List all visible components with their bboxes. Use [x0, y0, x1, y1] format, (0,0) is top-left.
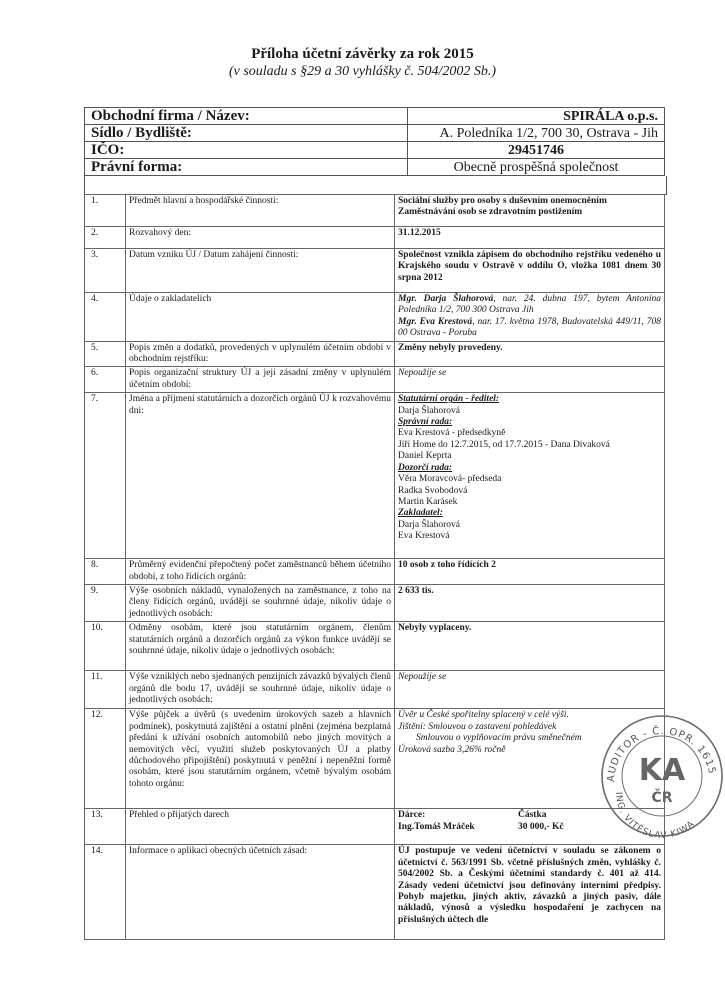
- row-value: Nepoužije se: [395, 367, 665, 393]
- table-row: [85, 585, 665, 622]
- auditor-stamp: [598, 712, 725, 840]
- table-row: [85, 367, 665, 393]
- row-label: Průměrný evidenční přepočtený počet zaměstnanců během účetního období, z toho řídících orgánů:: [126, 559, 395, 585]
- identity-row: [85, 159, 665, 176]
- row-label: Předmět hlavní a hospodářské činnosti:: [126, 195, 395, 227]
- row-label: Výše osobních nákladů, vynaložených na zaměstnance, z toho na členy řídících orgánů, uvádějí se souhrnné údaje, nikoliv údaje o jednotlivých osobách:: [126, 585, 395, 622]
- row-label: Popis změn a dodatků, provedených v uplynulém účetním období v obchodním rejstříku:: [126, 341, 395, 367]
- person-name: Eva Krestová: [398, 531, 450, 542]
- row-value: Nepoužije se: [395, 671, 665, 709]
- person-name: Věra Moravcová- předseda: [398, 474, 502, 485]
- table-row: [85, 671, 665, 709]
- section-heading: Správní rada:: [398, 417, 453, 428]
- row-value: Změny nebyly provedeny.: [395, 341, 665, 367]
- table-row: [85, 709, 665, 809]
- row-number: 1.: [85, 195, 126, 227]
- row-number: 9.: [85, 585, 126, 622]
- loan-line: Jištění: Smlouvou o zastavení pohledávek: [398, 721, 557, 732]
- person-name: Darja Šlahorová: [398, 519, 460, 530]
- row-value: ÚJ postupuje ve vedení účetnictví v souladu se zákonem o účetnictví č. 563/1991 Sb. včetně příslušných změn, vyhlášky č. 504/2002 Sb. a Českými účetními standardy č. 401 až 414. Zásady vedení účetnictví jsou definovány interními předpisy. Pohyb majetku, jiných aktiv, závazků a jiných pasiv, dále nákladů, výnosů a výsledku hospodaření je zachycen na příslušných účtech dle: [395, 845, 665, 940]
- identity-row: [85, 125, 665, 142]
- row-value: Společnost vznikla zápisem do obchodního rejstříku vedeného u Krajského soudu v Ostravě v oddílu O, vložka 1081 dnem 30 srpna 2012: [395, 249, 665, 293]
- row-label: Popis organizační struktury ÚJ a její zásadní změny v uplynulém účetním období:: [126, 367, 395, 393]
- section-heading: Zakladatel:: [398, 508, 443, 519]
- person-name: Martin Karásek: [398, 496, 458, 507]
- identity-value: SPIRÁLA o.p.s.: [408, 108, 665, 125]
- row-number: 2.: [85, 227, 126, 249]
- table-row: [85, 249, 665, 293]
- founder-name: Mgr. Darja Šlahorová: [398, 294, 494, 304]
- row-number: 14.: [85, 845, 126, 940]
- identity-row: [85, 108, 665, 125]
- identity-row: [85, 142, 665, 159]
- row-label: Odměny osobám, které jsou statutárním orgánem, členům statutárních orgánů a dozorčích orgánů za výkon funkce uvádějí se souhrnné údaje, nikoliv údaje o jednotlivých osobách:: [126, 622, 395, 671]
- stamp-country: ČR: [651, 790, 673, 806]
- row-label: Přehled o přijatých darech: [126, 809, 395, 845]
- founder-entry: [398, 317, 661, 340]
- person-name: Eva Krestová - předsedkyně: [398, 428, 506, 439]
- donor-name: Ing.Tomáš Mráček: [398, 821, 475, 832]
- row-label: Výše půjček a úvěrů (s uvedením úrokových sazeb a hlavních podmínek), poskytnutá zajištění a ostatní plnění (zejména bezplatná předání k užívání osobních automobilů nebo jiných movitých a nemovitých věcí, využití služeb poskytovaných ÚJ a platby důchodového připojištění) poskytnutá v peněžní i nepeněžní formě osobám, které jsou statutárním orgánem, včetně bývalým osobám tohoto orgánu:: [126, 709, 395, 809]
- founder-details: , nar. 24. dubna 197, bytem Antonína Poledníka 1/2, 700 300 Ostrava Jih: [398, 294, 661, 316]
- identity-value: 29451746: [408, 142, 665, 159]
- row-value: [395, 195, 665, 227]
- document-title: Příloha účetní závěrky za rok 2015: [251, 46, 474, 62]
- table-row: [85, 559, 665, 585]
- document-subtitle: (v souladu s §29 a 30 vyhlášky č. 504/2002 Sb.): [228, 64, 497, 79]
- identity-label: Právní forma:: [85, 159, 408, 176]
- loan-line: Úvěr u České spořitelny splacený v celé výši.: [398, 710, 569, 721]
- row-number: 4.: [85, 293, 126, 342]
- row-number: 6.: [85, 367, 126, 393]
- value-line: Zaměstnávání osob se zdravotním postižením: [398, 207, 583, 218]
- loan-line: Smlouvou o vyplňovacím právu směnečném: [416, 733, 582, 744]
- section-heading: Dozorčí rada:: [398, 462, 453, 473]
- person-name: Daniel Keprta: [398, 451, 452, 462]
- row-number: 12.: [85, 709, 126, 809]
- row-number: 7.: [85, 393, 126, 559]
- row-value: 10 osob z toho řídících 2: [395, 559, 665, 585]
- row-number: 3.: [85, 249, 126, 293]
- table-row: [85, 293, 665, 342]
- gift-amount: 30 000,- Kč: [518, 821, 564, 832]
- person-name: Darja Šlahorová: [398, 405, 460, 416]
- founder-name: Mgr. Eva Krestová: [398, 316, 473, 327]
- row-value: 2 633 tis.: [395, 585, 665, 622]
- row-value: [395, 293, 665, 342]
- row-label: Výše vzniklých nebo sjednaných penzijních závazků bývalých členů orgánů dle bodu 17, uvádějí se souhrnné údaje, nikoliv údaje o jednotlivých osobách:: [126, 671, 395, 709]
- row-label: Údaje o zakladatelích: [126, 293, 395, 342]
- row-number: 13.: [85, 809, 126, 845]
- row-value: [395, 393, 665, 559]
- identity-label: IČO:: [85, 142, 408, 159]
- row-number: 11.: [85, 671, 126, 709]
- table-row: [85, 341, 665, 367]
- row-label: Rozvahový den:: [126, 227, 395, 249]
- person-name: Jiří Home do 12.7.2015, od 17.7.2015 - Dana Divaková: [398, 439, 610, 450]
- row-number: 5.: [85, 341, 126, 367]
- section-heading: Statutární orgán - ředitel:: [398, 394, 500, 405]
- stamp-bottom-text: ING. VITĚSLAV KIWA: [612, 791, 698, 840]
- row-label: Jména a příjmení statutárních a dozorčích orgánů ÚJ k rozvahovému dni:: [126, 393, 395, 559]
- identity-label: Sídlo / Bydliště:: [85, 125, 408, 142]
- table-row: [85, 227, 665, 249]
- row-value: Nebyly vyplaceny.: [395, 622, 665, 671]
- identity-label: Obchodní firma / Název:: [85, 108, 408, 125]
- stamp-top-text: AUDITOR - Č. OPR. 1615: [605, 725, 718, 783]
- table-row: [85, 845, 665, 940]
- row-number: 8.: [85, 559, 126, 585]
- identity-table: [84, 107, 665, 176]
- person-name: Radka Svobodová: [398, 485, 468, 496]
- table-row: [85, 393, 665, 559]
- notes-table: [84, 194, 665, 940]
- spacer-row: [84, 176, 667, 195]
- row-value: 31.12.2015: [395, 227, 665, 249]
- founder-entry: [398, 294, 661, 317]
- row-label: Informace o aplikaci obecných účetních zásad:: [126, 845, 395, 940]
- founder-details: , nar. 17. května 1978, Budovatelská 449/11, 708 00 Ostrava - Poruba: [398, 316, 662, 339]
- table-row: [85, 622, 665, 671]
- amount-heading: Částka: [518, 810, 547, 821]
- stamp-initials: KA: [638, 753, 686, 788]
- identity-value: Obecně prospěšná společnost: [408, 159, 665, 176]
- row-number: 10.: [85, 622, 126, 671]
- value-line: Sociální služby pro osoby s duševním onemocněním: [398, 196, 607, 206]
- table-row: [85, 195, 665, 227]
- row-label: Datum vzniku ÚJ / Datum zahájení činnosti:: [126, 249, 395, 293]
- donor-heading: Dárce:: [398, 810, 426, 821]
- table-row: [85, 809, 665, 845]
- identity-value: A. Poledníka 1/2, 700 30, Ostrava - Jih: [408, 125, 665, 142]
- loan-line: Úroková sazba 3,26% ročně: [398, 744, 506, 755]
